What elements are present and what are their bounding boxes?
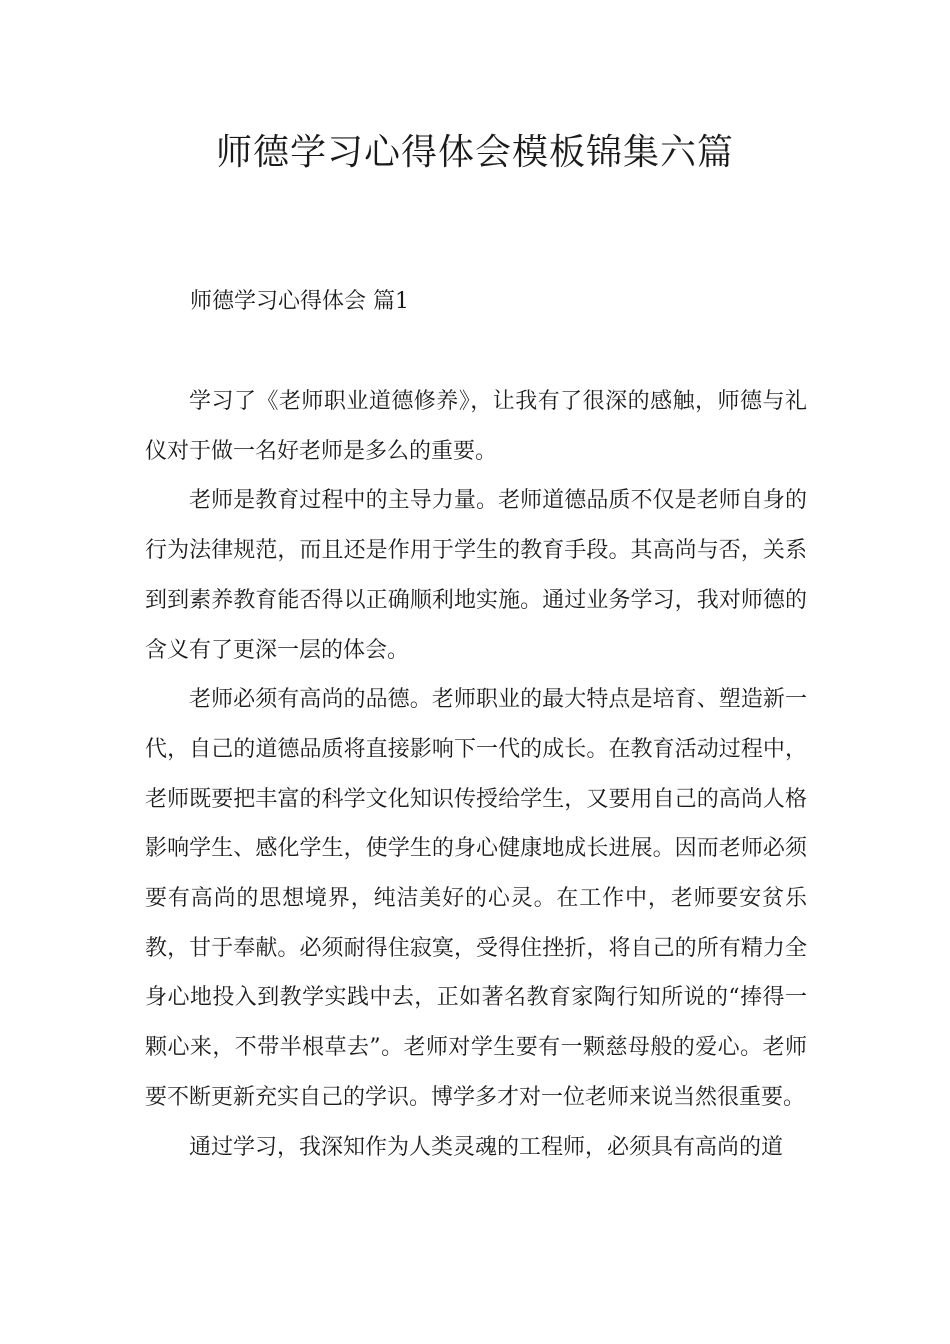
paragraph: 学习了《老师职业道德修养》，让我有了很深的感触，师德与礼仪对于做一名好老师是多么的重要。 xyxy=(145,389,807,464)
paragraph: 老师必须有高尚的品德。老师职业的最大特点是培育、塑造新一代，自己的道德品质将直接影响下一代的成长。在教育活动过程中，老师既要把丰富的科学文化知识传授给学生，又要用自己的高尚人格影响学生、感化学生，使学生的身心健康地成长进展。因而老师必须要有高尚的思想境界，纯洁美好的心灵。在工作中，老师要安贫乐教，甘于奉献。必须耐得住寂寞，受得住挫折，将自己的所有精力全身心地投入到教学实践中去，正如著名教育家陶行知所说的“捧得一颗心来，不带半根草去”。老师对学生要有一颗慈母般的爱心。老师要不断更新充实自己的学识。博学多才对一位老师来说当然很重要。 xyxy=(145,687,807,1110)
paragraph: 老师是教育过程中的主导力量。老师道德品质不仅是老师自身的行为法律规范，而且还是作用于学生的教育手段。其高尚与否，关系到到素养教育能否得以正确顺利地实施。通过业务学习，我对师德的含义有了更深一层的体会。 xyxy=(145,488,807,663)
body-text xyxy=(145,377,807,1172)
document-title: 师德学习心得体会模板锦集六篇 xyxy=(215,132,734,173)
section-heading: 师德学习心得体会 篇1 xyxy=(190,289,409,314)
paragraph: 通过学习，我深知作为人类灵魂的工程师，必须具有高尚的道 xyxy=(189,1134,784,1160)
